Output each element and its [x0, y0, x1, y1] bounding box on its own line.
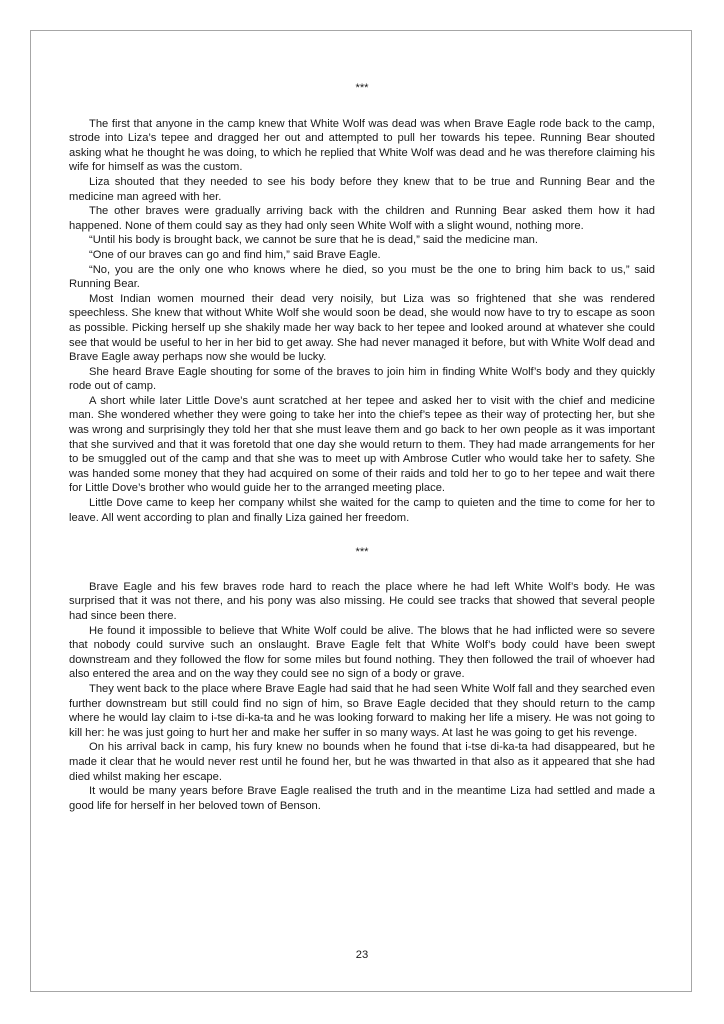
paragraph: Most Indian women mourned their dead very noisily, but Liza was so frightened that she was rendered speechless. She knew that without White Wolf she would soon be dead, she would now have to try to escape as soon as possible. Picking herself up she shakily made her way back to her tepee and looked around at whatever she could see that would be useful to her in her bid to get away. She had never managed it before, but with White Wolf dead and Brave Eagle away perhaps now she would be lucky. [69, 292, 655, 364]
section-2 [69, 580, 655, 814]
paragraph: The first that anyone in the camp knew that White Wolf was dead was when Brave Eagle rode back to the camp, strode into Liza’s tepee and dragged her out and attempted to pull her towards his tepee. Running Bear shouted asking what he thought he was doing, to which he replied that White Wolf was dead and he was therefore claiming his wife for himself as was the custom. [69, 117, 655, 174]
paragraph: The other braves were gradually arriving back with the children and Running Bear asked them how it had happened. None of them could say as they had only seen White Wolf with a slight wound, nothing more. [69, 205, 655, 232]
paragraph: “No, you are the only one who knows where he died, so you must be the one to bring him back to us,” said Running Bear. [69, 263, 655, 291]
page [30, 30, 692, 992]
paragraph: On his arrival back in camp, his fury knew no bounds when he found that i-tse di-ka-ta had disappeared, but he made it clear that he would never rest until he found her, but he was thwarted in that also as it appeared that she had died whilst making her escape. [69, 741, 655, 783]
paragraph: They went back to the place where Brave Eagle had said that he had seen White Wolf fall and they searched even further downstream but still could find no sign of him, so Brave Eagle decided that they should return to the camp where he would lay claim to i-tse di-ka-ta and he was looking forward to making her life a misery. He was not going to kill her: he was just going to hurt her and make her suffer in so many ways. At last he was going to get his revenge. [69, 682, 655, 739]
paragraph: Brave Eagle and his few braves rode hard to reach the place where he had left White Wolf’s body. He was surprised that it was not there, and his pony was also missing. He could see tracks that showed that several people had since been there. [69, 580, 655, 622]
paragraph: He found it impossible to believe that White Wolf could be alive. The blows that he had inflicted were so severe that nobody could survive such an onslaught. Brave Eagle felt that White Wolf’s body could have been swept downstream and they followed the flow for some miles but found nothing. They then followed the trail of whoever had also entered the area and on the way they could see no sign of a body or grave. [69, 624, 655, 681]
page-number: 23 [355, 949, 369, 961]
paragraph: “One of our braves can go and find him,” said Brave Eagle. [89, 248, 381, 261]
paragraph: She heard Brave Eagle shouting for some of the braves to join him in finding White Wolf’s body and they quickly rode out of camp. [69, 365, 655, 393]
paragraph: It would be many years before Brave Eagle realised the truth and in the meantime Liza had settled and made a good life for herself in her beloved town of Benson. [69, 785, 655, 812]
page-body [69, 81, 655, 813]
section-separator: *** [355, 546, 369, 559]
section-separator: *** [355, 82, 369, 94]
paragraph: Little Dove came to keep her company whilst she waited for the camp to quieten and the time to come for her to leave. All went according to plan and finally Liza gained her freedom. [69, 497, 655, 524]
paragraph: Liza shouted that they needed to see his body before they knew that to be true and Running Bear and the medicine man agreed with her. [69, 175, 655, 203]
paragraph: A short while later Little Dove’s aunt scratched at her tepee and asked her to visit with the chief and medicine man. She wondered whether they were going to take her into the chief’s tepee as their way of protecting her, but she was wrong and surprisingly they told her that she must leave them and go back to her own people as it was important that she survived and that it was foretold that one day she would return to them. They had made arrangements for her to be smuggled out of the camp and that she was to meet up with Ambrose Cutler who would take her to safety. She was handed some money that they had acquired on some of their raids and told her to go to her tepee and wait there for Little Dove’s brother who would guide her to the arranged meeting place. [69, 394, 655, 495]
section-1 [69, 117, 655, 526]
paragraph: “Until his body is brought back, we cannot be sure that he is dead,” said the medicine man. [89, 234, 538, 247]
